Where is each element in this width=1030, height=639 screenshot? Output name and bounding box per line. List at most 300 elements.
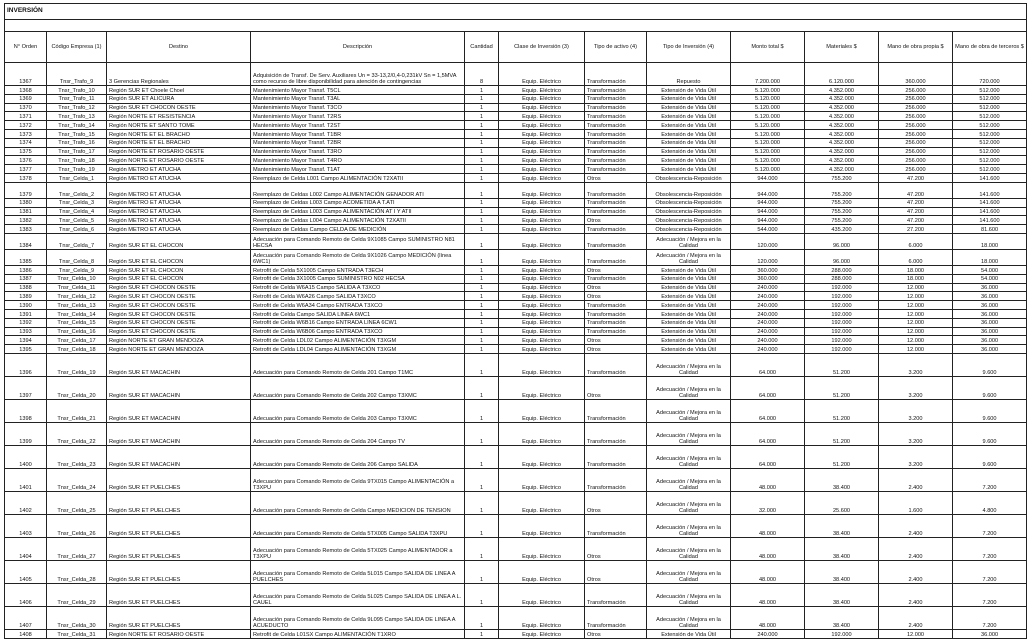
investment-type-cell: Extensión de Vida Útil bbox=[647, 283, 731, 292]
own-labor-cell: 2.400 bbox=[879, 537, 953, 560]
third-party-labor-cell: 512.000 bbox=[953, 112, 1027, 121]
asset-type-cell: Otros bbox=[585, 560, 647, 583]
third-party-labor-cell: 512.000 bbox=[953, 165, 1027, 174]
table-row bbox=[5, 63, 1027, 86]
table-row bbox=[5, 182, 1027, 198]
header-cell: Mano de obra propia $ bbox=[879, 32, 953, 63]
description-cell: Reemplazo de Celdas L002 Campo ALIMENTACIÓN GENADOR ATI bbox=[251, 182, 465, 198]
header-cell: N° Orden bbox=[5, 32, 47, 63]
table-row bbox=[5, 301, 1027, 310]
table-row bbox=[5, 560, 1027, 583]
order-number-cell: 1405 bbox=[5, 560, 47, 583]
order-number-cell: 1391 bbox=[5, 309, 47, 318]
table-row bbox=[5, 283, 1027, 292]
third-party-labor-cell: 141.600 bbox=[953, 216, 1027, 225]
own-labor-cell: 256.000 bbox=[879, 156, 953, 165]
total-amount-cell: 944.000 bbox=[731, 173, 805, 182]
destination-cell: Región SUR ET EL CHOCON bbox=[107, 274, 251, 283]
investment-class-cell: Equip. Eléctrico bbox=[499, 318, 585, 327]
asset-type-cell: Transformación bbox=[585, 301, 647, 310]
total-amount-cell: 944.000 bbox=[731, 216, 805, 225]
third-party-labor-cell: 7.200 bbox=[953, 583, 1027, 606]
investment-type-cell: Extensión de Vida Útil bbox=[647, 265, 731, 274]
investment-class-cell: Equip. Eléctrico bbox=[499, 345, 585, 354]
description-cell: Mantenimiento Mayor Transf. T4RO bbox=[251, 156, 465, 165]
order-number-cell: 1372 bbox=[5, 121, 47, 130]
destination-cell: Región SUR ET MACACHIN bbox=[107, 353, 251, 376]
quantity-cell: 1 bbox=[465, 112, 499, 121]
asset-type-cell: Transformación bbox=[585, 274, 647, 283]
total-amount-cell: 240.000 bbox=[731, 327, 805, 336]
own-labor-cell: 12.000 bbox=[879, 292, 953, 301]
description-cell: Retrofit de Celda 5X1005 Campo ENTRADA T3ECH bbox=[251, 265, 465, 274]
quantity-cell: 1 bbox=[465, 491, 499, 514]
investment-class-cell: Equip. Eléctrico bbox=[499, 560, 585, 583]
asset-type-cell: Otros bbox=[585, 173, 647, 182]
total-amount-cell: 48.000 bbox=[731, 514, 805, 537]
investment-type-cell: Extensión de Vida Útil bbox=[647, 138, 731, 147]
own-labor-cell: 12.000 bbox=[879, 327, 953, 336]
asset-type-cell: Transformación bbox=[585, 445, 647, 468]
third-party-labor-cell: 9.600 bbox=[953, 445, 1027, 468]
code-cell: Tnsr_Trafo_16 bbox=[47, 138, 107, 147]
investment-class-cell: Equip. Eléctrico bbox=[499, 165, 585, 174]
destination-cell: Región SUR ET PUELCHES bbox=[107, 583, 251, 606]
total-amount-cell: 5.120.000 bbox=[731, 103, 805, 112]
materials-cell: 288.000 bbox=[805, 274, 879, 283]
asset-type-cell: Transformación bbox=[585, 207, 647, 216]
quantity-cell: 1 bbox=[465, 225, 499, 234]
quantity-cell: 1 bbox=[465, 301, 499, 310]
investment-type-cell: Adecuación / Mejora en la Calidad bbox=[647, 233, 731, 249]
total-amount-cell: 48.000 bbox=[731, 583, 805, 606]
description-cell: Adecuación para Comando Remoto de Celda 9X1085 Campo SUMINISTRO N81 HECSA bbox=[251, 233, 465, 249]
quantity-cell: 1 bbox=[465, 94, 499, 103]
order-number-cell: 1384 bbox=[5, 233, 47, 249]
asset-type-cell: Transformación bbox=[585, 468, 647, 491]
asset-type-cell: Transformación bbox=[585, 129, 647, 138]
destination-cell: Región SUR ET PUELCHES bbox=[107, 560, 251, 583]
materials-cell: 192.000 bbox=[805, 318, 879, 327]
materials-cell: 192.000 bbox=[805, 301, 879, 310]
description-cell: Reemplazo de Celdas L003 Campo ALIMENTACIÓN AT I Y ATII bbox=[251, 207, 465, 216]
third-party-labor-cell: 81.600 bbox=[953, 225, 1027, 234]
total-amount-cell: 48.000 bbox=[731, 560, 805, 583]
own-labor-cell: 2.400 bbox=[879, 606, 953, 629]
investment-type-cell: Obsolescencia-Reposición bbox=[647, 182, 731, 198]
asset-type-cell: Transformación bbox=[585, 156, 647, 165]
destination-cell: Región NORTE ET EL BRACHO bbox=[107, 138, 251, 147]
third-party-labor-cell: 141.600 bbox=[953, 173, 1027, 182]
investment-type-cell: Adecuación / Mejora en la Calidad bbox=[647, 606, 731, 629]
own-labor-cell: 12.000 bbox=[879, 318, 953, 327]
materials-cell: 4.352.000 bbox=[805, 147, 879, 156]
order-number-cell: 1385 bbox=[5, 249, 47, 265]
third-party-labor-cell: 36.000 bbox=[953, 629, 1027, 638]
investment-class-cell: Equip. Eléctrico bbox=[499, 156, 585, 165]
investment-class-cell: Equip. Eléctrico bbox=[499, 491, 585, 514]
investment-class-cell: Equip. Eléctrico bbox=[499, 537, 585, 560]
order-number-cell: 1376 bbox=[5, 156, 47, 165]
table-row bbox=[5, 422, 1027, 445]
asset-type-cell: Transformación bbox=[585, 63, 647, 86]
asset-type-cell: Transformación bbox=[585, 583, 647, 606]
quantity-cell: 1 bbox=[465, 147, 499, 156]
total-amount-cell: 32.000 bbox=[731, 491, 805, 514]
order-number-cell: 1406 bbox=[5, 583, 47, 606]
total-amount-cell: 64.000 bbox=[731, 376, 805, 399]
code-cell: Tnsr_Trafo_15 bbox=[47, 129, 107, 138]
table-row bbox=[5, 165, 1027, 174]
destination-cell: Región SUR ET CHOCON OESTE bbox=[107, 327, 251, 336]
third-party-labor-cell: 512.000 bbox=[953, 121, 1027, 130]
total-amount-cell: 5.120.000 bbox=[731, 112, 805, 121]
total-amount-cell: 120.000 bbox=[731, 233, 805, 249]
own-labor-cell: 256.000 bbox=[879, 112, 953, 121]
quantity-cell: 1 bbox=[465, 182, 499, 198]
materials-cell: 51.200 bbox=[805, 399, 879, 422]
investment-type-cell: Adecuación / Mejora en la Calidad bbox=[647, 491, 731, 514]
header-cell: Clase de Inversión (3) bbox=[499, 32, 585, 63]
investment-class-cell: Equip. Eléctrico bbox=[499, 182, 585, 198]
investment-class-cell: Equip. Eléctrico bbox=[499, 225, 585, 234]
asset-type-cell: Transformación bbox=[585, 399, 647, 422]
table-row bbox=[5, 156, 1027, 165]
order-number-cell: 1403 bbox=[5, 514, 47, 537]
order-number-cell: 1383 bbox=[5, 225, 47, 234]
third-party-labor-cell: 7.200 bbox=[953, 560, 1027, 583]
asset-type-cell: Transformación bbox=[585, 514, 647, 537]
third-party-labor-cell: 720.000 bbox=[953, 63, 1027, 86]
investment-class-cell: Equip. Eléctrico bbox=[499, 353, 585, 376]
table-row bbox=[5, 327, 1027, 336]
code-cell: Tnsr_Celda_10 bbox=[47, 274, 107, 283]
sheet-title: INVERSIÓN bbox=[5, 4, 1027, 20]
description-cell: Mantenimiento Mayor Transf. T2BR bbox=[251, 138, 465, 147]
code-cell: Tnsr_Celda_5 bbox=[47, 216, 107, 225]
quantity-cell: 1 bbox=[465, 165, 499, 174]
order-number-cell: 1379 bbox=[5, 182, 47, 198]
total-amount-cell: 944.000 bbox=[731, 198, 805, 207]
third-party-labor-cell: 7.200 bbox=[953, 537, 1027, 560]
destination-cell: Región SUR ET CHOCON OESTE bbox=[107, 292, 251, 301]
investment-class-cell: Equip. Eléctrico bbox=[499, 309, 585, 318]
quantity-cell: 1 bbox=[465, 606, 499, 629]
investment-type-cell: Extensión de Vida Útil bbox=[647, 345, 731, 354]
order-number-cell: 1397 bbox=[5, 376, 47, 399]
quantity-cell: 1 bbox=[465, 353, 499, 376]
table-row bbox=[5, 249, 1027, 265]
destination-cell: Región SUR ET PUELCHES bbox=[107, 468, 251, 491]
destination-cell: Región SUR ET PUELCHES bbox=[107, 537, 251, 560]
third-party-labor-cell: 512.000 bbox=[953, 94, 1027, 103]
investment-class-cell: Equip. Eléctrico bbox=[499, 606, 585, 629]
header-cell: Tipo de Inversión (4) bbox=[647, 32, 731, 63]
description-cell: Mantenimiento Mayor Transf. T5CL bbox=[251, 86, 465, 95]
own-labor-cell: 360.000 bbox=[879, 63, 953, 86]
asset-type-cell: Transformación bbox=[585, 138, 647, 147]
own-labor-cell: 3.200 bbox=[879, 399, 953, 422]
total-amount-cell: 944.000 bbox=[731, 182, 805, 198]
destination-cell: Región SUR ET Choele Choel bbox=[107, 86, 251, 95]
table-row bbox=[5, 147, 1027, 156]
materials-cell: 6.120.000 bbox=[805, 63, 879, 86]
destination-cell: 3 Gerencias Regionales bbox=[107, 63, 251, 86]
asset-type-cell: Otros bbox=[585, 376, 647, 399]
materials-cell: 4.352.000 bbox=[805, 103, 879, 112]
table-row bbox=[5, 491, 1027, 514]
order-number-cell: 1382 bbox=[5, 216, 47, 225]
materials-cell: 4.352.000 bbox=[805, 129, 879, 138]
investment-class-cell: Equip. Eléctrico bbox=[499, 274, 585, 283]
own-labor-cell: 47.200 bbox=[879, 207, 953, 216]
destination-cell: Región NORTE ET GRAN MENDOZA bbox=[107, 336, 251, 345]
investment-class-cell: Equip. Eléctrico bbox=[499, 422, 585, 445]
total-amount-cell: 240.000 bbox=[731, 345, 805, 354]
asset-type-cell: Transformación bbox=[585, 198, 647, 207]
quantity-cell: 1 bbox=[465, 468, 499, 491]
third-party-labor-cell: 9.600 bbox=[953, 353, 1027, 376]
total-amount-cell: 120.000 bbox=[731, 249, 805, 265]
description-cell: Retrofit de Celda W6A15 Campo SALIDA A T3XCO bbox=[251, 283, 465, 292]
total-amount-cell: 240.000 bbox=[731, 301, 805, 310]
asset-type-cell: Transformación bbox=[585, 112, 647, 121]
description-cell: Mantenimiento Mayor Transf. T1BR bbox=[251, 129, 465, 138]
own-labor-cell: 27.200 bbox=[879, 225, 953, 234]
third-party-labor-cell: 141.600 bbox=[953, 207, 1027, 216]
investment-type-cell: Extensión de Vida Útil bbox=[647, 156, 731, 165]
own-labor-cell: 3.200 bbox=[879, 445, 953, 468]
quantity-cell: 1 bbox=[465, 376, 499, 399]
investment-class-cell: Equip. Eléctrico bbox=[499, 147, 585, 156]
destination-cell: Región SUR ET PUELCHES bbox=[107, 514, 251, 537]
quantity-cell: 1 bbox=[465, 514, 499, 537]
investment-type-cell: Extensión de Vida Útil bbox=[647, 121, 731, 130]
materials-cell: 192.000 bbox=[805, 283, 879, 292]
investment-class-cell: Equip. Eléctrico bbox=[499, 129, 585, 138]
total-amount-cell: 944.000 bbox=[731, 207, 805, 216]
third-party-labor-cell: 512.000 bbox=[953, 86, 1027, 95]
code-cell: Tnsr_Celda_7 bbox=[47, 233, 107, 249]
asset-type-cell: Transformación bbox=[585, 422, 647, 445]
third-party-labor-cell: 36.000 bbox=[953, 301, 1027, 310]
order-number-cell: 1400 bbox=[5, 445, 47, 468]
order-number-cell: 1381 bbox=[5, 207, 47, 216]
code-cell: Tnsr_Celda_11 bbox=[47, 283, 107, 292]
destination-cell: Región SUR ET CHOCON OESTE bbox=[107, 103, 251, 112]
order-number-cell: 1390 bbox=[5, 301, 47, 310]
asset-type-cell: Transformación bbox=[585, 147, 647, 156]
table-row bbox=[5, 583, 1027, 606]
description-cell: Mantenimiento Mayor Transf. T2ST bbox=[251, 121, 465, 130]
destination-cell: Región NORTE ET RESISTENCIA bbox=[107, 112, 251, 121]
destination-cell: Región SUR ET CHOCON OESTE bbox=[107, 301, 251, 310]
code-cell: Tnsr_Celda_9 bbox=[47, 265, 107, 274]
description-cell: Adecuación para Comando Remoto de Celda 5L015 Campo SALIDA DE LINEA A PUELCHES bbox=[251, 560, 465, 583]
description-cell: Reemplazo de Celdas L003 Campo ACOMETIDA A T.ATI bbox=[251, 198, 465, 207]
table-row bbox=[5, 86, 1027, 95]
own-labor-cell: 12.000 bbox=[879, 345, 953, 354]
asset-type-cell: Transformación bbox=[585, 103, 647, 112]
order-number-cell: 1399 bbox=[5, 422, 47, 445]
destination-cell: Región SUR ET CHOCON OESTE bbox=[107, 283, 251, 292]
own-labor-cell: 2.400 bbox=[879, 468, 953, 491]
quantity-cell: 1 bbox=[465, 129, 499, 138]
quantity-cell: 1 bbox=[465, 292, 499, 301]
code-cell: Tnsr_Celda_13 bbox=[47, 301, 107, 310]
investment-class-cell: Equip. Eléctrico bbox=[499, 283, 585, 292]
materials-cell: 192.000 bbox=[805, 327, 879, 336]
materials-cell: 755.200 bbox=[805, 182, 879, 198]
total-amount-cell: 7.200.000 bbox=[731, 63, 805, 86]
quantity-cell: 1 bbox=[465, 173, 499, 182]
own-labor-cell: 256.000 bbox=[879, 86, 953, 95]
destination-cell: Región SUR ET EL CHOCON bbox=[107, 233, 251, 249]
total-amount-cell: 64.000 bbox=[731, 445, 805, 468]
total-amount-cell: 5.120.000 bbox=[731, 147, 805, 156]
materials-cell: 4.352.000 bbox=[805, 138, 879, 147]
destination-cell: Región SUR ET PUELCHES bbox=[107, 491, 251, 514]
asset-type-cell: Transformación bbox=[585, 94, 647, 103]
code-cell: Tnsr_Celda_1 bbox=[47, 173, 107, 182]
table-row bbox=[5, 309, 1027, 318]
description-cell: Adecuación para Comando Remoto de Celda 9X1026 Campo MEDICIÓN (línea 6WC1) bbox=[251, 249, 465, 265]
investment-class-cell: Equip. Eléctrico bbox=[499, 216, 585, 225]
code-cell: Tnsr_Celda_28 bbox=[47, 560, 107, 583]
description-cell: Retrofit de Celda Campo SALIDA LINEA 6WC1 bbox=[251, 309, 465, 318]
quantity-cell: 1 bbox=[465, 309, 499, 318]
investment-type-cell: Extensión de Vida Útil bbox=[647, 86, 731, 95]
asset-type-cell: Otros bbox=[585, 216, 647, 225]
total-amount-cell: 5.120.000 bbox=[731, 129, 805, 138]
own-labor-cell: 18.000 bbox=[879, 274, 953, 283]
table-row bbox=[5, 353, 1027, 376]
description-cell: Adecuación para Comando Remoto de Celda 206 Campo SALIDA bbox=[251, 445, 465, 468]
destination-cell: Región METRO ET ATUCHA bbox=[107, 225, 251, 234]
asset-type-cell: Transformación bbox=[585, 606, 647, 629]
description-cell: Reemplazo de Celdas Campo CELDA DE MEDICIÓN bbox=[251, 225, 465, 234]
materials-cell: 4.352.000 bbox=[805, 156, 879, 165]
table-row bbox=[5, 198, 1027, 207]
asset-type-cell: Transformación bbox=[585, 182, 647, 198]
investment-type-cell: Adecuación / Mejora en la Calidad bbox=[647, 445, 731, 468]
third-party-labor-cell: 36.000 bbox=[953, 318, 1027, 327]
table-row bbox=[5, 629, 1027, 638]
quantity-cell: 1 bbox=[465, 86, 499, 95]
destination-cell: Región SUR ET ALICURA bbox=[107, 94, 251, 103]
own-labor-cell: 47.200 bbox=[879, 173, 953, 182]
investment-class-cell: Equip. Eléctrico bbox=[499, 301, 585, 310]
third-party-labor-cell: 7.200 bbox=[953, 468, 1027, 491]
quantity-cell: 1 bbox=[465, 283, 499, 292]
header-cell: Materiales $ bbox=[805, 32, 879, 63]
investment-class-cell: Equip. Eléctrico bbox=[499, 86, 585, 95]
third-party-labor-cell: 36.000 bbox=[953, 327, 1027, 336]
code-cell: Tnsr_Celda_26 bbox=[47, 514, 107, 537]
destination-cell: Región METRO ET ATUCHA bbox=[107, 198, 251, 207]
description-cell: Adecuación para Comando Remoto de Celda 5TX025 Campo ALIMENTADOR a T3XPU bbox=[251, 537, 465, 560]
description-cell: Mantenimiento Mayor Transf. T3AL bbox=[251, 94, 465, 103]
code-cell: Tnsr_Trafo_17 bbox=[47, 147, 107, 156]
investment-type-cell: Adecuación / Mejora en la Calidad bbox=[647, 376, 731, 399]
quantity-cell: 1 bbox=[465, 560, 499, 583]
total-amount-cell: 5.120.000 bbox=[731, 94, 805, 103]
materials-cell: 38.400 bbox=[805, 468, 879, 491]
investment-class-cell: Equip. Eléctrico bbox=[499, 376, 585, 399]
third-party-labor-cell: 7.200 bbox=[953, 606, 1027, 629]
order-number-cell: 1377 bbox=[5, 165, 47, 174]
investment-type-cell: Adecuación / Mejora en la Calidad bbox=[647, 399, 731, 422]
order-number-cell: 1374 bbox=[5, 138, 47, 147]
investment-class-cell: Equip. Eléctrico bbox=[499, 94, 585, 103]
destination-cell: Región METRO ET ATUCHA bbox=[107, 182, 251, 198]
table-row bbox=[5, 207, 1027, 216]
table-row bbox=[5, 138, 1027, 147]
code-cell: Tnsr_Celda_19 bbox=[47, 353, 107, 376]
quantity-cell: 8 bbox=[465, 63, 499, 86]
materials-cell: 192.000 bbox=[805, 336, 879, 345]
blank-row bbox=[5, 20, 1027, 32]
order-number-cell: 1394 bbox=[5, 336, 47, 345]
code-cell: Tnsr_Celda_6 bbox=[47, 225, 107, 234]
table-row bbox=[5, 345, 1027, 354]
investment-class-cell: Equip. Eléctrico bbox=[499, 233, 585, 249]
quantity-cell: 1 bbox=[465, 274, 499, 283]
description-cell: Retrofit de Celda L01SX Campo ALIMENTACIÓN T1XRO bbox=[251, 629, 465, 638]
asset-type-cell: Otros bbox=[585, 265, 647, 274]
asset-type-cell: Transformación bbox=[585, 233, 647, 249]
own-labor-cell: 12.000 bbox=[879, 283, 953, 292]
third-party-labor-cell: 36.000 bbox=[953, 336, 1027, 345]
destination-cell: Región NORTE ET ROSARIO OESTE bbox=[107, 629, 251, 638]
own-labor-cell: 256.000 bbox=[879, 103, 953, 112]
destination-cell: Región SUR ET EL CHOCON bbox=[107, 249, 251, 265]
investment-class-cell: Equip. Eléctrico bbox=[499, 629, 585, 638]
own-labor-cell: 47.200 bbox=[879, 216, 953, 225]
total-amount-cell: 5.120.000 bbox=[731, 156, 805, 165]
materials-cell: 288.000 bbox=[805, 265, 879, 274]
investment-class-cell: Equip. Eléctrico bbox=[499, 399, 585, 422]
third-party-labor-cell: 18.000 bbox=[953, 249, 1027, 265]
own-labor-cell: 12.000 bbox=[879, 336, 953, 345]
materials-cell: 25.600 bbox=[805, 491, 879, 514]
own-labor-cell: 6.000 bbox=[879, 249, 953, 265]
own-labor-cell: 18.000 bbox=[879, 265, 953, 274]
order-number-cell: 1392 bbox=[5, 318, 47, 327]
quantity-cell: 1 bbox=[465, 422, 499, 445]
third-party-labor-cell: 512.000 bbox=[953, 103, 1027, 112]
materials-cell: 96.000 bbox=[805, 233, 879, 249]
order-number-cell: 1398 bbox=[5, 399, 47, 422]
investment-type-cell: Extensión de Vida Útil bbox=[647, 629, 731, 638]
own-labor-cell: 6.000 bbox=[879, 233, 953, 249]
total-amount-cell: 240.000 bbox=[731, 292, 805, 301]
investment-type-cell: Extensión de Vida Útil bbox=[647, 301, 731, 310]
code-cell: Tnsr_Celda_14 bbox=[47, 309, 107, 318]
destination-cell: Región NORTE ET EL BRACHO bbox=[107, 129, 251, 138]
description-cell: Retrofit de Celda W6A26 Campo SALIDA T3XCO bbox=[251, 292, 465, 301]
materials-cell: 96.000 bbox=[805, 249, 879, 265]
destination-cell: Región METRO ET ATUCHA bbox=[107, 216, 251, 225]
own-labor-cell: 256.000 bbox=[879, 129, 953, 138]
materials-cell: 51.200 bbox=[805, 376, 879, 399]
investment-class-cell: Equip. Eléctrico bbox=[499, 445, 585, 468]
quantity-cell: 1 bbox=[465, 207, 499, 216]
asset-type-cell: Transformación bbox=[585, 353, 647, 376]
third-party-labor-cell: 9.600 bbox=[953, 399, 1027, 422]
investment-type-cell: Adecuación / Mejora en la Calidad bbox=[647, 422, 731, 445]
quantity-cell: 1 bbox=[465, 336, 499, 345]
